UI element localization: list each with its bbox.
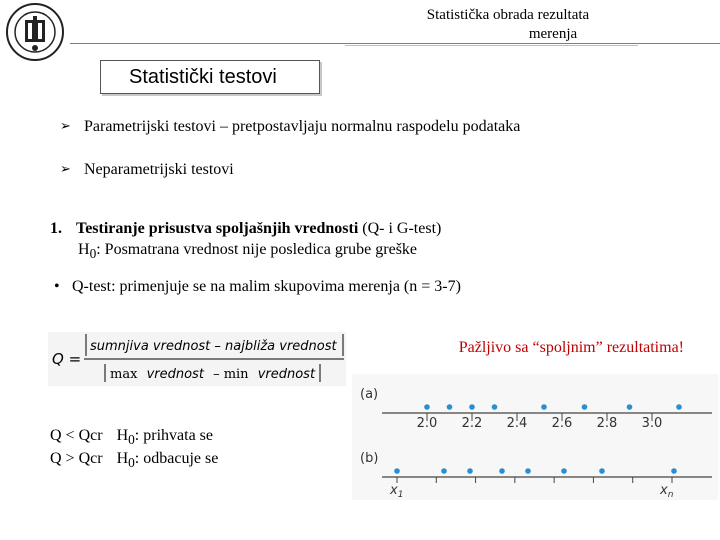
data-point-b: [599, 468, 605, 474]
data-point-a: [424, 404, 430, 410]
condition-reject: [50, 449, 218, 473]
formula-denominator-min: – min: [213, 367, 249, 382]
formula-lhs: Q =: [52, 350, 82, 368]
data-point-a: [676, 404, 682, 410]
header-title-line1: Statistička obrada rezultata: [426, 7, 590, 23]
data-point-b: [671, 468, 677, 474]
section-title: Statistički testovi: [129, 66, 277, 88]
header-divider: [70, 43, 720, 44]
q-formula: [48, 332, 346, 386]
tick-label-a: 2.2: [461, 416, 483, 431]
condition-h: H: [116, 427, 129, 444]
label-x1: $x_1$: [390, 483, 404, 500]
condition-h: H: [116, 450, 129, 467]
label-xn: $x_n$: [660, 483, 674, 500]
outlier-warning: Pažljivo sa “spoljnim” rezultatima!: [458, 339, 684, 356]
data-point-a: [469, 404, 475, 410]
tick-label-a: 2.4: [506, 416, 528, 431]
condition-sub: 0: [128, 455, 135, 471]
condition-text: : prihvata se: [134, 427, 213, 444]
tick-label-a: 3.0: [641, 416, 663, 431]
header-title-line2: merenja: [528, 26, 578, 42]
data-point-b: [394, 468, 400, 474]
condition-lhs: Q < Qcr: [50, 427, 103, 444]
data-point-b: [525, 468, 531, 474]
formula-denominator-value1: vrednost: [146, 367, 204, 382]
header-title: [378, 6, 638, 44]
panel-b-label: (b): [360, 451, 379, 466]
item-bold-text: Testiranje prisustva spoljašnjih vrednosti: [76, 220, 359, 237]
data-point-a: [582, 404, 588, 410]
hypothesis-text: : Posmatrana vrednost nije posledica grube greške: [96, 241, 418, 258]
qtest-bullet: [54, 277, 461, 297]
dot-bullet: •: [54, 278, 60, 295]
formula-denominator-max: max: [110, 367, 138, 382]
arrow-bullet-icon: ➢: [60, 119, 71, 134]
null-hypothesis: [78, 239, 417, 264]
panel-a-label: (a): [360, 387, 379, 402]
formula-denominator-value2: vrednost: [257, 367, 316, 382]
condition-sub: 0: [128, 432, 135, 448]
item-number: 1.: [50, 220, 62, 237]
tick-label-a: 2.0: [416, 416, 438, 431]
bullet-text: Neparametrijski testovi: [84, 161, 234, 178]
data-point-b: [441, 468, 447, 474]
formula-numerator: sumnjiva vrednost – najbliža vrednost: [90, 339, 337, 354]
bullet-parametric: [60, 117, 520, 137]
hypothesis-symbol: H: [78, 241, 90, 258]
data-point-b: [561, 468, 567, 474]
arrow-bullet-icon: ➢: [60, 162, 71, 177]
data-point-a: [627, 404, 633, 410]
svg-text:max vrednost – min: [110, 367, 316, 382]
university-seal-logo: [4, 2, 66, 62]
outlier-dot-plot: [352, 374, 718, 500]
item-rest-text: (Q- i G-test): [358, 220, 442, 237]
bullet-text: Parametrijski testovi – pretpostavljaju normalnu raspodelu podataka: [84, 118, 521, 135]
data-point-a: [541, 404, 547, 410]
data-point-b: [499, 468, 505, 474]
data-point-b: [467, 468, 473, 474]
tick-label-a: 2.8: [596, 416, 618, 431]
bullet-nonparametric: [60, 160, 234, 180]
condition-accept: [50, 426, 213, 450]
data-point-a: [447, 404, 453, 410]
condition-lhs: Q > Qcr: [50, 450, 103, 467]
data-point-a: [492, 404, 498, 410]
numbered-item-outliers: [50, 218, 441, 239]
header-divider-secondary: [345, 45, 638, 46]
tick-label-a: 2.6: [551, 416, 573, 431]
condition-text: : odbacuje se: [134, 450, 219, 467]
qtest-text: Q-test: primenjuje se na malim skupovima merenja (n = 3-7): [72, 278, 461, 295]
section-title-box: [100, 60, 320, 94]
hypothesis-subscript: 0: [89, 246, 97, 262]
